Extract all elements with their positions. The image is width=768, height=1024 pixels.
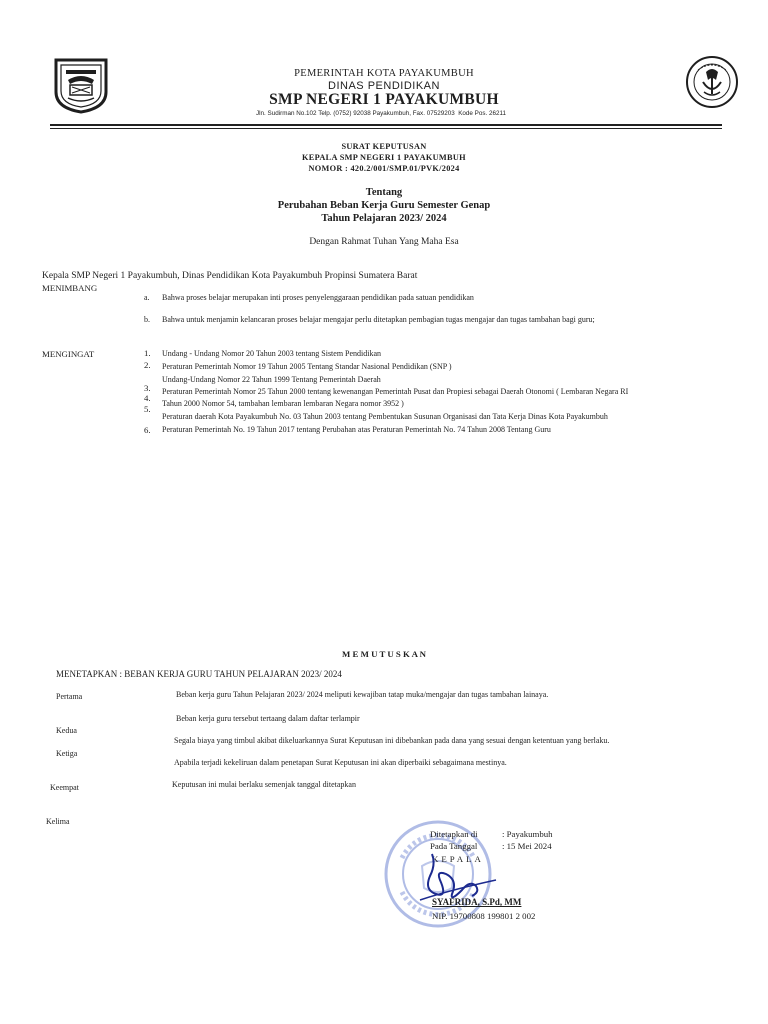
school-address: Jln. Sudirman No.102 Telp. (0752) 92038 Payakumbuh, Fax. 07529203 Kode Pos. 26211 <box>256 110 507 117</box>
decision-label-1: Pertama <box>56 692 83 701</box>
subject-about: Tentang <box>365 187 403 198</box>
menimbang-item-b: Bahwa untuk menjamin kelancaran proses belajar mengajar perlu ditetapkan pembagian tugas mengajar dan tugas tambahan bagi guru; <box>162 315 595 324</box>
mengingat-line-2: Peraturan Pemerintah Nomor 19 Tahun 2005 Tentang Standar Nasional Pendidikan (SNP ) <box>162 362 452 371</box>
menetapkan-line: MENETAPKAN : BEBAN KERJA GURU TAHUN PELAJARAN 2023/ 2024 <box>56 669 342 679</box>
signatory-title: KEPALA <box>432 854 484 864</box>
decree-number: NOMOR : 420.2/001/SMP.01/PVK/2024 <box>308 164 460 173</box>
mengingat-marker-1: 1. <box>144 348 151 358</box>
opening-statement: Kepala SMP Negeri 1 Payakumbuh, Dinas Pendidikan Kota Payakumbuh Propinsi Sumatera Barat <box>42 271 418 281</box>
invocation: Dengan Rahmat Tuhan Yang Maha Esa <box>309 237 459 247</box>
mengingat-line-3: Undang-Undang Nomor 22 Tahun 1999 Tentang Pemerintah Daerah <box>162 375 381 384</box>
mengingat-marker-4: 4. <box>144 393 151 403</box>
letterhead-divider-thin <box>50 128 722 129</box>
subject-line-2: Tahun Pelajaran 2023/ 2024 <box>321 213 447 224</box>
decision-text-1: Beban kerja guru Tahun Pelajaran 2023/ 2024 meliputi kewajiban tatap muka/mengajar dan tugas tambahan lainaya. <box>176 690 549 699</box>
mengingat-line-5: Tahun 2000 Nomor 54, tambahan lembaran lembaran Negara nomor 3952 ) <box>162 399 404 408</box>
decision-text-4: Apabila terjadi kekeliruan dalam penetapan Surat Keputusan ini akan diperbaiki sebagaimana mestinya. <box>174 758 507 767</box>
menimbang-label: MENIMBANG <box>42 283 98 293</box>
mengingat-marker-2: 2. <box>144 360 151 370</box>
decision-label-2: Kedua <box>56 726 77 735</box>
mengingat-line-7: Peraturan Pemerintah No. 19 Tahun 2017 tentang Perubahan atas Peraturan Pemerintah No. 74 Tahun 2008 Tentang Guru <box>162 425 551 434</box>
mengingat-label: MENGINGAT <box>42 349 95 359</box>
mengingat-line-6: Peraturan daerah Kota Payakumbuh No. 03 Tahun 2003 tentang Pembentukan Susunan Organisasi dan Tata Kerja Dinas Kota Payakumbuh <box>162 412 608 421</box>
date-label: Pada Tanggal <box>430 841 478 851</box>
mengingat-line-4: Peraturan Pemerintah Nomor 25 Tahun 2000 tentang kewenangan Pemerintah Pusat dan Propiesi sebagai Daerah Otonomi ( Lembaran Negara RI <box>162 387 629 396</box>
decision-text-3: Segala biaya yang timbul akibat dikeluarkannya Surat Keputusan ini dibebankan pada dana yang sesuai dengan ketentuan yang berlaku. <box>174 736 610 745</box>
menimbang-item-a: Bahwa proses belajar merupakan inti proses penyelenggaraan pendidikan pada satuan pendidikan <box>162 293 474 302</box>
place-label: Ditetapkan di <box>430 829 478 839</box>
mengingat-marker-6: 6. <box>144 425 151 435</box>
document-type: SURAT KEPUTUSAN <box>341 142 427 151</box>
school-name: SMP NEGERI 1 PAYAKUMBUH <box>269 91 499 108</box>
menimbang-marker-b: b. <box>144 315 150 324</box>
signatory-name: SYAFRIDA, S.Pd, MM <box>432 897 522 907</box>
memutuskan-title: M E M U T U S K A N <box>342 649 426 659</box>
place-value: : Payakumbuh <box>502 829 553 839</box>
department-name: DINAS PENDIDIKAN <box>328 80 440 92</box>
mengingat-line-1: Undang - Undang Nomor 20 Tahun 2003 tentang Sistem Pendidikan <box>162 349 382 358</box>
date-value: : 15 Mei 2024 <box>502 841 552 851</box>
issuer-title: KEPALA SMP NEGERI 1 PAYAKUMBUH <box>302 153 466 162</box>
decision-label-4: Keempat <box>50 783 79 792</box>
decision-label-3: Ketiga <box>56 749 78 758</box>
decision-label-5: Kelima <box>46 817 70 826</box>
mengingat-marker-5: 5. <box>144 404 151 414</box>
mengingat-marker-3: 3. <box>144 383 151 393</box>
subject-line-1: Perubahan Beban Kerja Guru Semester Genap <box>277 200 491 211</box>
decision-text-5: Keputusan ini mulai berlaku semenjak tanggal ditetapkan <box>172 780 356 789</box>
decision-text-2: Beban kerja guru tersebut tertaang dalam daftar terlampir <box>176 714 360 723</box>
signatory-nip: NIP. 19700808 199801 2 002 <box>432 911 536 921</box>
menimbang-marker-a: a. <box>144 293 150 302</box>
letterhead-divider <box>50 124 722 126</box>
government-name: PEMERINTAH KOTA PAYAKUMBUH <box>294 68 474 79</box>
